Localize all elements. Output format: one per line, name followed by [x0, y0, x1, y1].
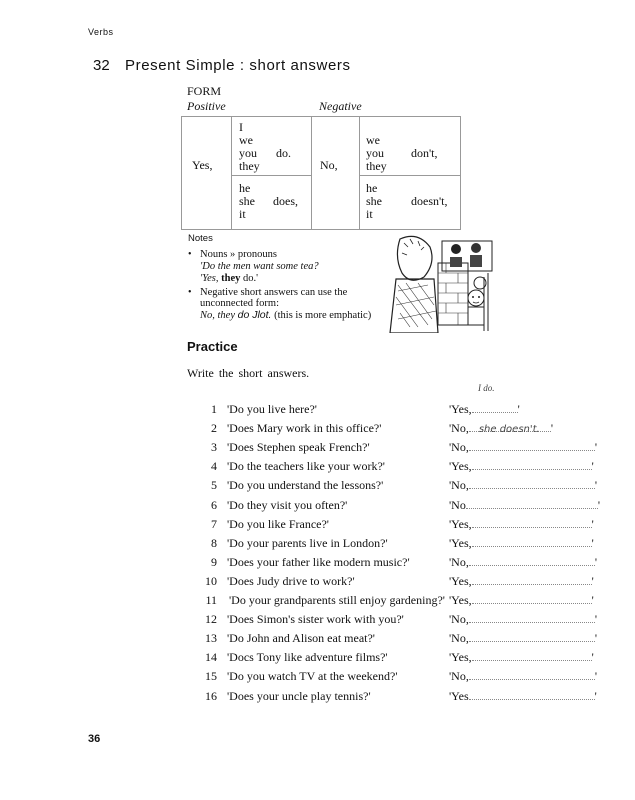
pronoun: we: [239, 133, 253, 147]
note-1-text: Nouns » pronouns: [200, 249, 278, 260]
exercise-row: [0, 593, 635, 611]
exercise-answer: 'Yes, ': [449, 574, 594, 588]
exercise-answer: 'Yes, ': [449, 459, 594, 473]
answer-blank[interactable]: [469, 440, 595, 451]
exercise-number: 11: [205, 593, 217, 607]
practice-instruction: Write the short answers.: [187, 366, 310, 380]
exercise-question: 'Does Judy drive to work?': [227, 574, 355, 588]
exercise-number: 13: [205, 631, 217, 645]
exercise-question: 'Does your uncle play tennis?': [227, 689, 371, 703]
answer-blank[interactable]: [472, 536, 592, 547]
answer-blank[interactable]: [466, 498, 598, 509]
notes-title: Notes: [188, 233, 213, 244]
exercise-row: [0, 574, 635, 592]
pronoun: we: [366, 133, 380, 147]
note-2-text-line1: Negative short answers can use the: [200, 287, 348, 298]
exercise-answer: 'No, ': [449, 440, 597, 454]
exercise-row: [0, 478, 635, 496]
pronoun: she: [366, 194, 382, 208]
answer-blank[interactable]: [472, 650, 592, 661]
exercise-answer: 'No, ': [449, 555, 597, 569]
answer-blank[interactable]: [469, 669, 595, 680]
exercise-question: 'Do you live here?': [227, 402, 317, 416]
pronoun: you: [239, 146, 257, 160]
exercise-answer: 'Yes, ': [449, 402, 520, 416]
exercise-number: 8: [211, 536, 217, 550]
exercise-answer: 'Yes ': [449, 689, 597, 703]
exercise-question: 'Do you understand the lessons?': [227, 478, 384, 492]
verb: don't,: [411, 146, 438, 160]
exercise-question: 'Do your parents live in London?': [227, 536, 388, 550]
answer-blank[interactable]: [472, 402, 518, 413]
pronoun: he: [239, 181, 251, 195]
bullet-icon: •: [188, 249, 192, 260]
exercise-answer: 'No, she doesn't. ': [449, 421, 553, 435]
exercise-answer: 'No, ': [449, 612, 597, 626]
handwritten-hint: I do.: [478, 383, 495, 393]
exercise-question: 'Does your father like modern music?': [227, 555, 410, 569]
negative-label: Negative: [319, 99, 362, 113]
running-head: Verbs: [88, 27, 114, 37]
unit-title: Present Simple : short answers: [125, 57, 351, 74]
exercise-question: 'Do the teachers like your work?': [227, 459, 385, 473]
positive-yes: Yes,: [192, 158, 213, 172]
exercise-number: 14: [205, 650, 217, 664]
answer-blank[interactable]: [469, 612, 595, 623]
exercise-question: 'Do you like France?': [227, 517, 329, 531]
pronoun: she: [239, 194, 255, 208]
exercise-question: 'Do you watch TV at the weekend?': [227, 669, 398, 683]
form-table: [181, 116, 461, 230]
answer-blank[interactable]: [469, 555, 595, 566]
note-1-example-question: 'Do the men want some tea?: [200, 261, 319, 272]
pronoun: he: [366, 181, 378, 195]
exercise-answer: 'No, ': [449, 478, 597, 492]
exercise-answer: 'Yes, ': [449, 593, 594, 607]
exercise-row: [0, 555, 635, 573]
practice-heading: Practice: [187, 339, 238, 354]
negative-no: No,: [320, 158, 338, 172]
pronoun: I: [239, 120, 243, 134]
exercise-row: [0, 459, 635, 477]
exercise-answer: 'No, ': [449, 631, 597, 645]
unit-number: 32: [93, 57, 110, 74]
answer-blank[interactable]: [472, 593, 592, 604]
exercise-question: 'Does Mary work in this office?': [227, 421, 382, 435]
exercise-number: 6: [211, 498, 217, 512]
exercise-number: 1: [211, 402, 217, 416]
positive-label: Positive: [187, 99, 226, 113]
verb: do.: [276, 146, 291, 160]
exercise-answer: 'Yes, ': [449, 517, 594, 531]
exercise-number: 7: [211, 517, 217, 531]
exercise-row: [0, 631, 635, 649]
answer-blank[interactable]: [469, 478, 595, 489]
pronoun: they: [239, 159, 260, 173]
answer-blank[interactable]: [469, 631, 595, 642]
exercise-number: 15: [205, 669, 217, 683]
answer-blank[interactable]: [472, 517, 592, 528]
exercise-question: 'Does Stephen speak French?': [227, 440, 370, 454]
exercise-number: 12: [205, 612, 217, 626]
exercise-row: [0, 517, 635, 535]
exercise-row: [0, 536, 635, 554]
pronoun: it: [239, 207, 246, 221]
exercise-question: 'Docs Tony like adventure films?': [227, 650, 388, 664]
exercise-row: [0, 440, 635, 458]
exercise-row: [0, 669, 635, 687]
exercise-row: [0, 498, 635, 516]
exercise-row: [0, 612, 635, 630]
note-2-example: No, they do Jlot. (this is more emphatic): [200, 309, 372, 321]
pronoun: you: [366, 146, 384, 160]
exercise-question: 'Do your grandparents still enjoy gardening?': [229, 593, 445, 607]
note-2-text-line2: unconnected form:: [200, 298, 280, 309]
bullet-icon: •: [188, 287, 192, 298]
exercise-number: 3: [211, 440, 217, 454]
exercise-number: 16: [205, 689, 217, 703]
exercise-answer: 'No, ': [449, 669, 597, 683]
exercise-answer: 'Yes, ': [449, 536, 594, 550]
pronoun: it: [366, 207, 373, 221]
verb: doesn't,: [411, 194, 448, 208]
exercise-question: 'Do John and Alison eat meat?': [227, 631, 375, 645]
answer-blank[interactable]: [472, 459, 592, 470]
pronoun: they: [366, 159, 387, 173]
answer-blank[interactable]: [472, 574, 592, 585]
exercise-question: 'Does Simon's sister work with you?': [227, 612, 404, 626]
answer-blank[interactable]: [469, 689, 595, 700]
cartoon-illustration: [388, 233, 494, 333]
exercise-number: 10: [205, 574, 217, 588]
exercise-number: 5: [211, 478, 217, 492]
exercise-number: 2: [211, 421, 217, 435]
page-number: 36: [88, 733, 101, 745]
exercise-answer: 'Yes, ': [449, 650, 594, 664]
answer-blank[interactable]: [469, 421, 551, 435]
verb: does,: [273, 194, 298, 208]
exercise-number: 4: [211, 459, 217, 473]
note-1-example-answer: 'Yes, they do.': [200, 273, 259, 284]
exercise-answer: 'No ': [449, 498, 600, 512]
exercise-row: [0, 421, 635, 439]
filled-answer: she doesn't.: [478, 424, 540, 435]
form-heading: FORM: [187, 84, 222, 98]
exercise-row: [0, 650, 635, 668]
exercise-row: [0, 689, 635, 707]
exercise-row: [0, 402, 635, 420]
exercise-question: 'Do they visit you often?': [227, 498, 348, 512]
exercise-number: 9: [211, 555, 217, 569]
